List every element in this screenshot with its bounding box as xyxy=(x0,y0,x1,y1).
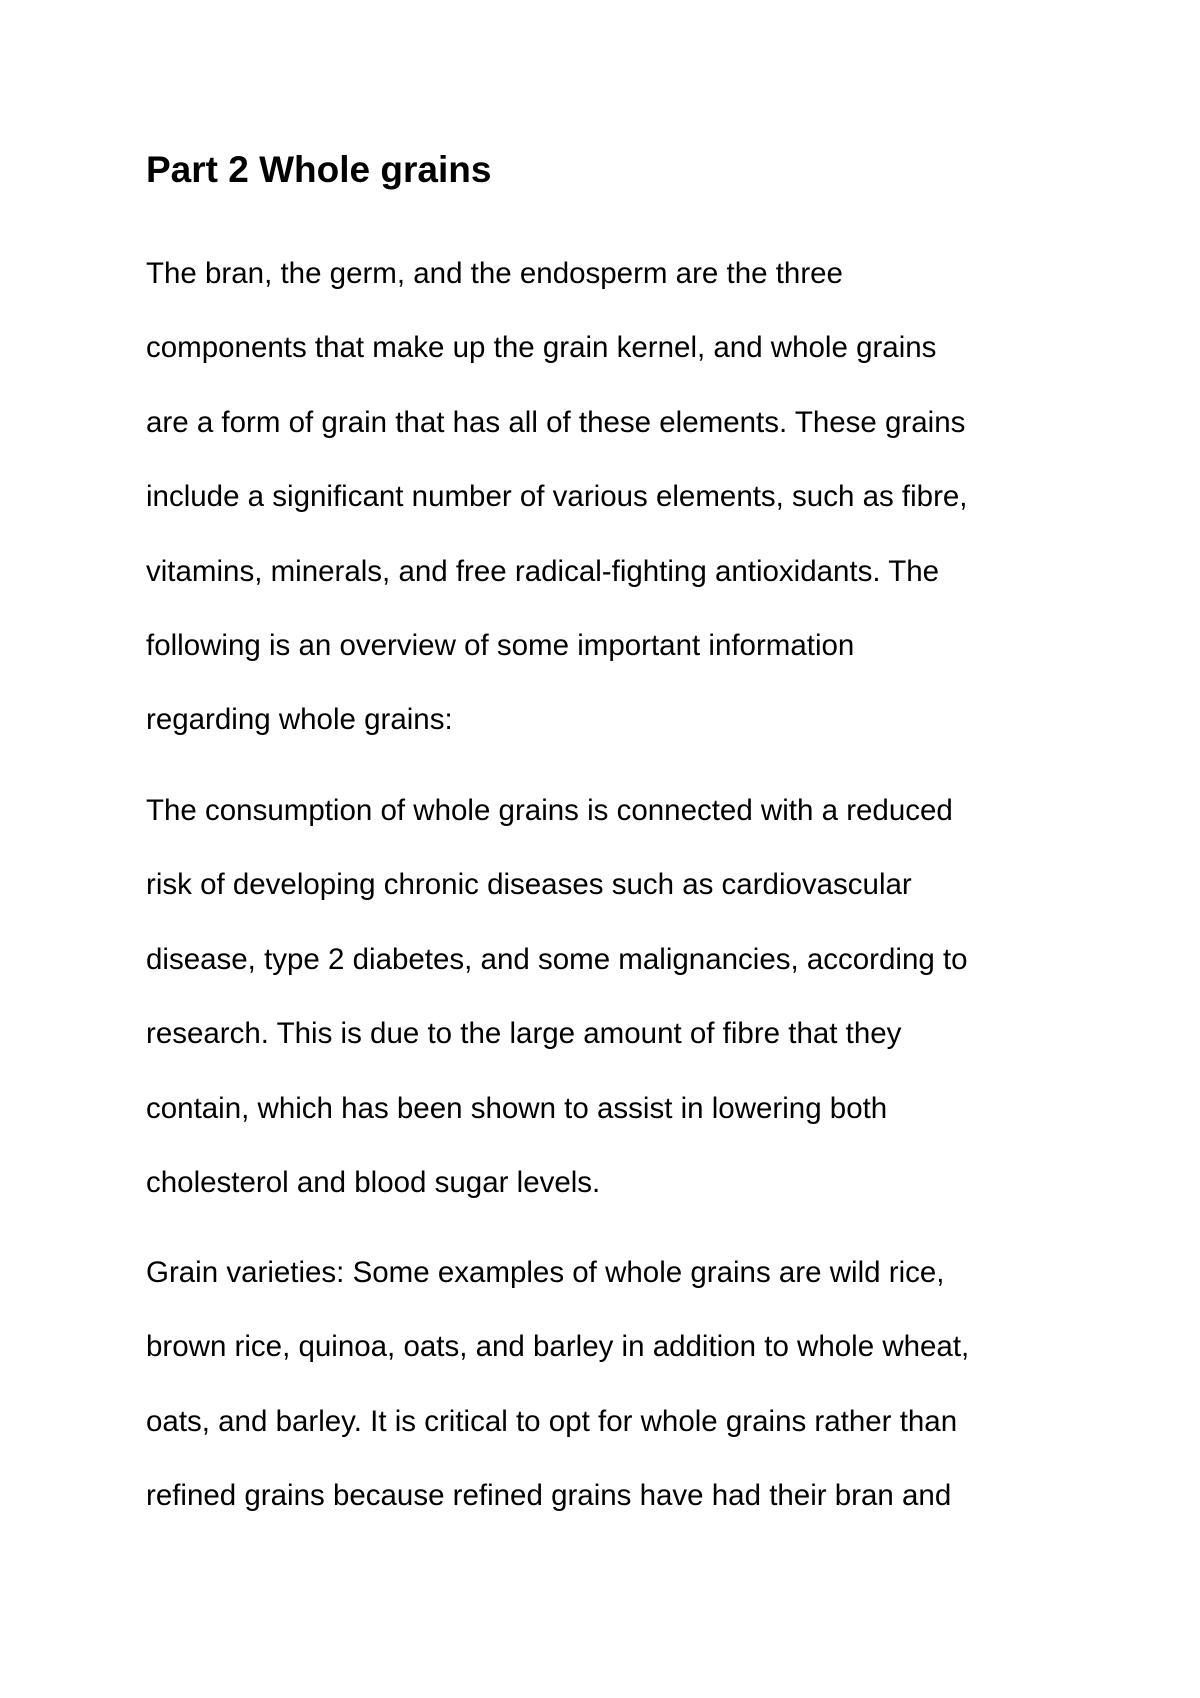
text-line: contain, which has been shown to assist in lowering both xyxy=(146,1091,888,1125)
text-line: risk of developing chronic diseases such as cardiovascular xyxy=(146,868,912,902)
paragraph-health-benefits xyxy=(146,792,968,1238)
text-line: vitamins, minerals, and free radical-fighting antioxidants. The xyxy=(146,554,940,588)
text-line: cholesterol and blood sugar levels. xyxy=(146,1165,601,1199)
text-line: refined grains because refined grains have had their bran and xyxy=(146,1479,952,1513)
text-line: The consumption of whole grains is connected with a reduced xyxy=(146,794,953,827)
paragraph-grain-varieties xyxy=(146,1254,969,1552)
text-line: are a form of grain that has all of these elements. These grains xyxy=(146,405,966,439)
text-line: regarding whole grains: xyxy=(146,703,453,737)
text-line: disease, type 2 diabetes, and some malignancies, according to xyxy=(146,942,968,976)
text-line: brown rice, quinoa, oats, and barley in addition to whole wheat, xyxy=(146,1330,970,1364)
text-line: research. This is due to the large amount of fibre that they xyxy=(146,1017,902,1051)
text-line: Grain varieties: Some examples of whole grains are wild rice, xyxy=(146,1256,945,1289)
text-line: following is an overview of some important information xyxy=(146,628,855,662)
section-heading: Part 2 Whole grains xyxy=(146,149,492,190)
paragraph-whole-grains-intro xyxy=(146,255,968,776)
text-line: components that make up the grain kernel, and whole grains xyxy=(146,331,937,365)
text-line: include a significant number of various elements, such as fibre, xyxy=(146,480,968,514)
text-line: The bran, the germ, and the endosperm are the three xyxy=(146,257,843,290)
text-line: oats, and barley. It is critical to opt for whole grains rather than xyxy=(146,1404,958,1438)
